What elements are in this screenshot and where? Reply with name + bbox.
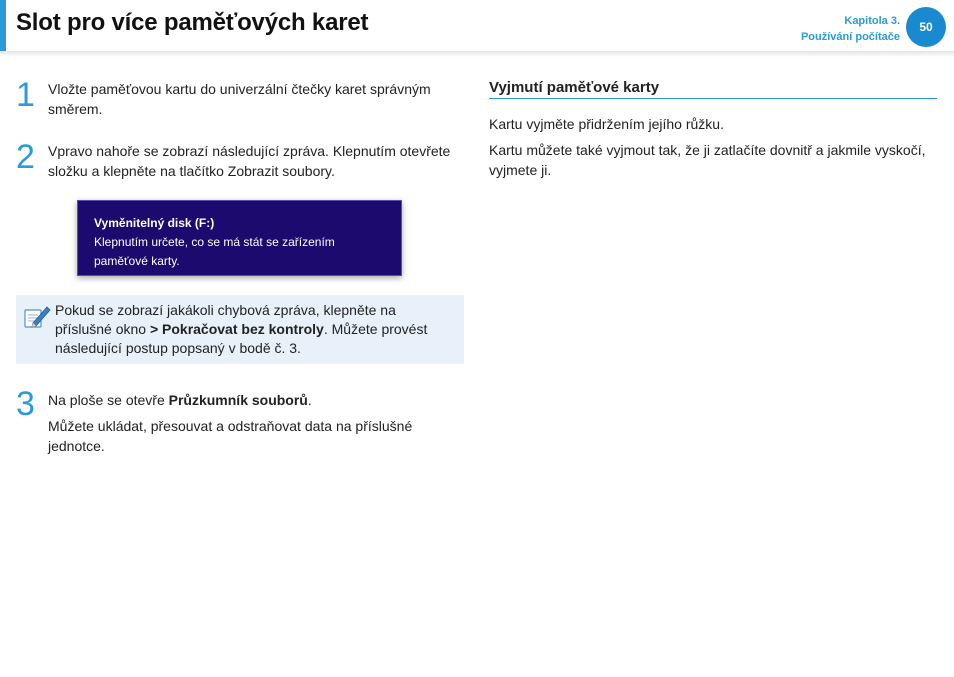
note-box [16, 295, 464, 364]
step-text-1 [48, 79, 466, 119]
removal-text-2: Kartu můžete také vyjmout tak, že ji zatlačíte dovnitř a jakmile vyskočí, vyjmete ji. [489, 142, 926, 178]
step-3-paragraph-1 [48, 390, 466, 410]
note-pencil-icon [23, 304, 51, 330]
header-accent-bar [0, 0, 6, 52]
step-3-text-end: . [307, 392, 312, 408]
removal-paragraph-2 [489, 140, 939, 180]
note-text-start: Pokud se zobrazí jakákoli chybová zpráva, klepněte na příslušné okno [55, 302, 396, 337]
chapter-title: Používání počítače [800, 31, 900, 43]
note-emphasis: > Pokračovat bez kontroly [149, 321, 324, 337]
chapter-number: Kapitola 3. [844, 15, 900, 27]
removal-text-1: Kartu vyjměte přidržením jejího růžku. [489, 116, 724, 132]
step-3-text-start: Na ploše se otevře [48, 392, 169, 408]
page-title: Slot pro více paměťových karet [16, 9, 369, 36]
step-2-paragraph: Vpravo nahoře se zobrazí následující zpráva. Klepnutím otevřete složku a klepněte na tlačítko Zobrazit soubory. [48, 143, 451, 179]
note-text [55, 301, 455, 358]
step-1-paragraph: Vložte paměťovou kartu do univerzální čtečky karet správným směrem. [48, 81, 431, 117]
header-divider [0, 51, 954, 57]
notification-title: Vyměnitelný disk (F:) [94, 216, 215, 230]
step-3-emphasis: Průzkumník souborů [168, 392, 308, 408]
section-heading-removal: Vyjmutí paměťové karty [489, 79, 937, 99]
removal-paragraph-1 [489, 114, 939, 134]
removable-disk-notification[interactable] [77, 200, 402, 276]
step-number-1: 1 [16, 76, 35, 114]
step-number-3: 3 [16, 385, 35, 423]
step-3-paragraph-2: Můžete ukládat, přesouvat a odstraňovat data na příslušné jednotce. [48, 418, 413, 454]
step-text-3 [48, 390, 466, 456]
step-text-2 [48, 141, 466, 181]
chapter-label [801, 13, 900, 45]
page-number-badge: 50 [906, 7, 946, 47]
step-number-2: 2 [16, 138, 35, 176]
note-text-end: . Můžete provést následující postup popsaný v bodě č. 3. [55, 321, 428, 356]
notification-body: Klepnutím určete, co se má stát se zařízením paměťové karty. [94, 235, 335, 268]
